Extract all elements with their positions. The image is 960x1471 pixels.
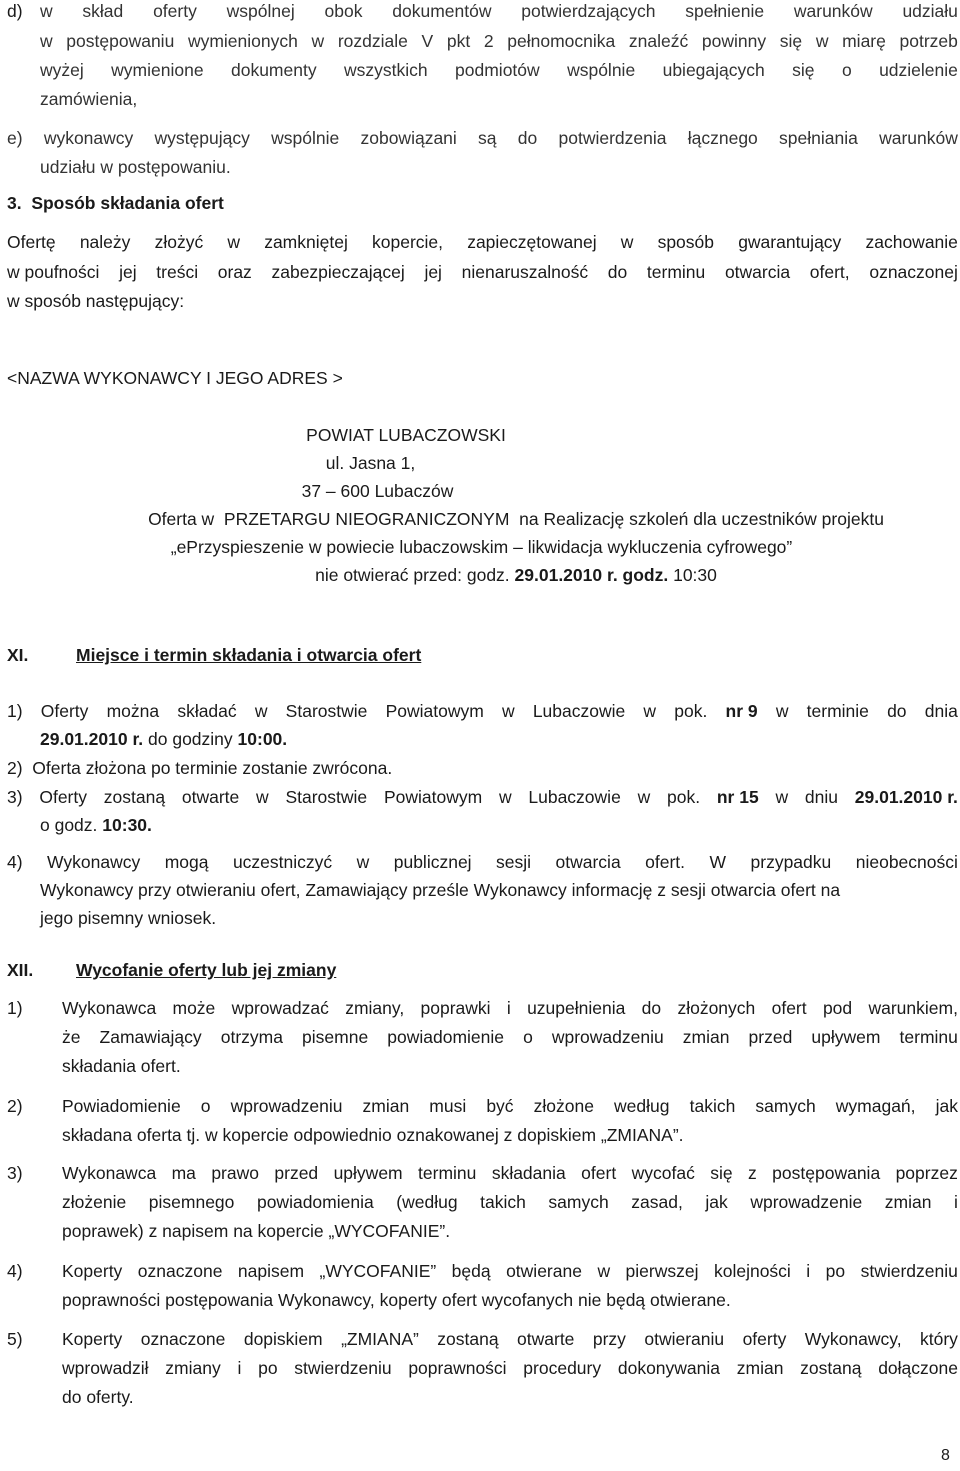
word: wprowadzenie xyxy=(750,1192,863,1212)
word: w xyxy=(254,701,268,721)
word: i xyxy=(237,1358,242,1378)
item-d-line-2 xyxy=(40,33,958,51)
word: otwarcia xyxy=(724,262,791,282)
word: skład xyxy=(82,1,124,21)
word: powinny xyxy=(701,31,767,51)
word: kopercie, xyxy=(372,232,444,252)
word: warunków xyxy=(879,128,958,148)
word: zmian xyxy=(884,1192,932,1212)
word: jej xyxy=(119,262,137,282)
word: w xyxy=(356,852,370,872)
word: oznaczonej xyxy=(869,262,958,282)
envelope-city: 37 – 600 Lubaczów xyxy=(301,481,454,501)
word: „ZMIANA” xyxy=(341,1329,419,1349)
word: e) xyxy=(7,128,23,148)
word: kolejności xyxy=(713,1261,791,1281)
word: dokonywania xyxy=(617,1358,721,1378)
section-xi-item-3-line-1 xyxy=(7,789,958,807)
word: poprawki xyxy=(420,998,491,1018)
word: w xyxy=(311,31,325,51)
word: wykonawcy xyxy=(43,128,134,148)
section-xii-item-1-line-2 xyxy=(62,1029,958,1047)
word: ofert xyxy=(581,1163,617,1183)
section-xii-item-2-number: 2) xyxy=(7,1096,23,1116)
word: W xyxy=(709,852,727,872)
word: postępowaniu xyxy=(66,31,175,51)
word: pełnomocnika xyxy=(507,31,616,51)
word: ofert, xyxy=(809,262,850,282)
section-xii-item-3-number: 3) xyxy=(7,1163,23,1183)
section-xi-item-4-line-3: jego pisemny wniosek. xyxy=(40,908,217,928)
word: w xyxy=(40,31,53,51)
section-xi-title: Miejsce i termin składania i otwarcia ofert xyxy=(76,645,422,665)
word: zostaną xyxy=(103,787,166,807)
word: poprawności xyxy=(408,1358,507,1378)
word: „WYCOFANIE” xyxy=(319,1261,437,1281)
word: napisem xyxy=(237,1261,305,1281)
word: stwierdzeniu xyxy=(860,1261,958,1281)
word: w poufności xyxy=(7,262,100,282)
word: Wykonawcy, xyxy=(804,1329,902,1349)
section-xi-number: XI. xyxy=(7,645,29,665)
word: miarę xyxy=(842,31,886,51)
word: zobowiązani xyxy=(360,128,457,148)
word: w xyxy=(775,787,789,807)
word: wymienione xyxy=(111,60,204,80)
word: otwarte xyxy=(517,1329,575,1349)
word: w xyxy=(815,31,829,51)
word: powiadomienie xyxy=(387,1027,504,1047)
item-3-pre: o godz. xyxy=(40,815,103,835)
word: Starostwie xyxy=(285,787,368,807)
word: zapieczętowanej xyxy=(467,232,597,252)
envelope-do-not-open xyxy=(0,567,960,585)
word: zachowanie xyxy=(865,232,958,252)
word: 29.01.2010 r. xyxy=(854,787,958,807)
word: wprowadzeniu xyxy=(551,1027,664,1047)
word: wycofać xyxy=(631,1163,695,1183)
word: uczestniczyć xyxy=(232,852,333,872)
word: wspólnie xyxy=(271,128,340,148)
word: w xyxy=(498,787,512,807)
word: takich xyxy=(689,1096,736,1116)
word: udzielenie xyxy=(879,60,958,80)
word: warunków xyxy=(793,1,873,21)
section-3-heading: 3. Sposób składania ofert xyxy=(7,193,224,213)
envelope-offer-line: Oferta w PRZETARGU NIEOGRANICZONYM na Realizację szkoleń dla uczestników projektu xyxy=(148,509,884,529)
section-xii-item-3-line-3: poprawek) z napisem na kopercie „WYCOFANIE”. xyxy=(62,1221,451,1241)
word: w xyxy=(597,1261,611,1281)
word: dokumenty xyxy=(230,60,317,80)
word: oraz xyxy=(217,262,252,282)
envelope-sender: <NAZWA WYKONAWCY I JEGO ADRES > xyxy=(7,368,343,388)
word: oferty xyxy=(742,1329,787,1349)
word: zmian xyxy=(736,1358,784,1378)
word: się xyxy=(710,1163,733,1183)
word: postępowania xyxy=(772,1163,881,1183)
word: według xyxy=(614,1096,670,1116)
word: przed xyxy=(274,1163,319,1183)
word: Starostwie xyxy=(285,701,368,721)
word: do xyxy=(887,701,907,721)
word: zmian xyxy=(682,1027,730,1047)
word: ofert xyxy=(771,998,807,1018)
word: sposób xyxy=(657,232,715,252)
word: V xyxy=(421,31,434,51)
word: wspólnej xyxy=(226,1,295,21)
section-xii-item-2-line-2: składana oferta tj. w kopercie odpowiednio oznakowanej z dopiskiem „ZMIANA”. xyxy=(62,1125,684,1145)
word: Powiadomienie xyxy=(62,1096,181,1116)
item-e-line-1 xyxy=(7,130,958,148)
word: złożyć xyxy=(154,232,204,252)
word: stwierdzeniu xyxy=(294,1358,392,1378)
section-xii-item-1-number: 1) xyxy=(7,998,23,1018)
word: oferty xyxy=(153,1,197,21)
word: który xyxy=(920,1329,958,1349)
word: otwarcia xyxy=(555,852,621,872)
section-xii-item-5-line-1 xyxy=(62,1331,958,1349)
word: z xyxy=(748,1163,757,1183)
item-d-marker: d) xyxy=(7,1,23,21)
word: wszystkich xyxy=(344,60,428,80)
word: Oferty xyxy=(40,701,89,721)
word: powiadomienia xyxy=(256,1192,374,1212)
word: otwierane xyxy=(506,1261,582,1281)
word: musi xyxy=(429,1096,467,1116)
word: w xyxy=(40,1,53,21)
word: można xyxy=(106,701,160,721)
section-xii-number: XII. xyxy=(7,960,34,980)
word: Koperty xyxy=(62,1329,123,1349)
word: terminu xyxy=(646,262,706,282)
word: wymagań, xyxy=(835,1096,916,1116)
word: wymienionych xyxy=(187,31,298,51)
word: dokumentów xyxy=(392,1,492,21)
word: w xyxy=(637,787,651,807)
section-xi-item-1-line-1 xyxy=(7,703,958,721)
word: warunkiem, xyxy=(868,998,958,1018)
do-not-open-time: 10:30 xyxy=(673,565,717,585)
word: zmian xyxy=(362,1096,410,1116)
word: otwieraniu xyxy=(644,1329,725,1349)
word: o xyxy=(200,1096,211,1116)
word: przy xyxy=(592,1329,626,1349)
word: oznaczone xyxy=(137,1261,223,1281)
section-xii-item-4-number: 4) xyxy=(7,1261,23,1281)
word: się xyxy=(792,60,815,80)
word: składania xyxy=(491,1163,566,1183)
word: takich xyxy=(480,1192,526,1212)
item-1-rest: do godziny xyxy=(143,729,238,749)
word: terminu xyxy=(418,1163,477,1183)
word: wspólnie xyxy=(567,60,636,80)
item-1-date: 29.01.2010 r. xyxy=(40,729,144,749)
word: treści xyxy=(156,262,199,282)
section-xii-item-5-line-2 xyxy=(62,1360,958,1378)
word: terminu xyxy=(899,1027,958,1047)
section-xi-item-3-line-2 xyxy=(40,817,152,835)
do-not-open-label: nie otwierać przed: godz. xyxy=(315,565,515,585)
word: Wykonawca xyxy=(62,1163,157,1183)
word: złożenie xyxy=(62,1192,127,1212)
word: pisemne xyxy=(302,1027,369,1047)
word: Lubaczowie xyxy=(532,701,626,721)
envelope-project-line: „ePrzyspieszenie w powiecie lubaczowskim – likwidacja wykluczenia cyfrowego” xyxy=(170,537,793,557)
word: pod xyxy=(822,998,853,1018)
word: ma xyxy=(171,1163,196,1183)
section-xii-item-4-line-2: poprawności postępowania Wykonawcy, koperty ofert wycofanych nie będą otwierane. xyxy=(62,1290,731,1310)
word: oznaczone xyxy=(140,1329,226,1349)
section-xii-item-3-line-1 xyxy=(62,1165,958,1183)
word: w xyxy=(256,787,269,807)
word: dopiskiem xyxy=(243,1329,323,1349)
word: otwarte xyxy=(181,787,240,807)
word: znaleźć xyxy=(628,31,689,51)
section-xii-title: Wycofanie oferty lub jej zmiany xyxy=(76,960,337,980)
do-not-open-date: 29.01.2010 r. godz. xyxy=(514,565,674,585)
word: potrzeb xyxy=(899,31,958,51)
word: dnia xyxy=(924,701,958,721)
word: rozdziale xyxy=(337,31,408,51)
word: pisemnego xyxy=(148,1192,235,1212)
word: nr 9 xyxy=(725,701,758,721)
word: po xyxy=(825,1261,846,1281)
envelope-street: ul. Jasna 1, xyxy=(325,453,416,473)
section-xi-item-4-line-2: Wykonawcy przy otwieraniu ofert, Zamawiający prześle Wykonawcy informację z sesji otwarcia ofert na xyxy=(40,880,841,900)
word: terminie xyxy=(806,701,869,721)
item-1-time: 10:00. xyxy=(237,729,288,749)
word: zmiany xyxy=(165,1358,221,1378)
word: udziału xyxy=(902,1,958,21)
word: procedury xyxy=(523,1358,602,1378)
word: jak xyxy=(935,1096,958,1116)
word: do xyxy=(517,128,538,148)
word: złożonych xyxy=(677,998,756,1018)
word: 3) xyxy=(7,787,23,807)
word: spełniania xyxy=(779,128,858,148)
word: wprowadził xyxy=(62,1358,149,1378)
word: podmiotów xyxy=(455,60,540,80)
word: występujący xyxy=(154,128,250,148)
item-d-line-1 xyxy=(40,3,958,21)
word: pok. xyxy=(667,787,701,807)
word: Zamawiający xyxy=(99,1027,202,1047)
word: dołączone xyxy=(878,1358,958,1378)
word: obok xyxy=(324,1,363,21)
word: (według xyxy=(396,1192,458,1212)
word: Oferty xyxy=(39,787,87,807)
section-3-paragraph-line-2 xyxy=(7,264,958,282)
section-xii-item-2-line-1 xyxy=(62,1098,958,1116)
word: uzupełnienia xyxy=(527,998,626,1018)
word: publicznej xyxy=(393,852,472,872)
word: w xyxy=(620,232,634,252)
word: Lubaczowie xyxy=(528,787,621,807)
word: upływem xyxy=(811,1027,881,1047)
word: Powiatowym xyxy=(385,701,484,721)
word: i xyxy=(506,998,511,1018)
word: Wykonawcy xyxy=(47,852,141,872)
word: w xyxy=(775,701,789,721)
item-d-line-3 xyxy=(40,62,958,80)
section-xii-item-1-line-3: składania ofert. xyxy=(62,1056,181,1076)
word: gwarantujący xyxy=(738,232,842,252)
word: należy xyxy=(79,232,131,252)
word: wprowadzeniu xyxy=(230,1096,343,1116)
word: nienaruszalność xyxy=(461,262,589,282)
section-xii-item-4-line-1 xyxy=(62,1263,958,1281)
word: wprowadzać xyxy=(231,998,329,1018)
word: jej xyxy=(424,262,442,282)
word: 1) xyxy=(7,701,23,721)
word: wyżej xyxy=(40,60,84,80)
word: Koperty xyxy=(62,1261,123,1281)
word: po xyxy=(258,1358,278,1378)
word: składać xyxy=(177,701,237,721)
item-3-time: 10:30. xyxy=(102,815,152,835)
word: nieobecności xyxy=(855,852,958,872)
word: zmiany, xyxy=(345,998,405,1018)
word: potwierdzenia xyxy=(558,128,667,148)
word: złożone xyxy=(533,1096,594,1116)
word: samych xyxy=(548,1192,609,1212)
word: Ofertę xyxy=(7,232,56,252)
word: 4) xyxy=(7,852,23,872)
word: upływem xyxy=(333,1163,403,1183)
word: dniu xyxy=(804,787,838,807)
word: może xyxy=(172,998,216,1018)
section-xi-item-4-line-1 xyxy=(7,854,958,872)
word: mogą xyxy=(164,852,209,872)
word: w xyxy=(643,701,657,721)
word: w xyxy=(227,232,241,252)
page-number: 8 xyxy=(941,1447,950,1464)
word: zamkniętej xyxy=(264,232,348,252)
word: przypadku xyxy=(750,852,832,872)
word: i xyxy=(806,1261,811,1281)
word: prawo xyxy=(211,1163,259,1183)
section-3-paragraph-line-1 xyxy=(7,234,958,252)
word: zasad, xyxy=(631,1192,683,1212)
word: że xyxy=(62,1027,81,1047)
word: otrzyma xyxy=(220,1027,283,1047)
word: być xyxy=(486,1096,514,1116)
section-xii-item-5-number: 5) xyxy=(7,1329,23,1349)
word: przed xyxy=(748,1027,793,1047)
word: zostaną xyxy=(800,1358,862,1378)
word: spełnienie xyxy=(685,1,765,21)
word: pierwszej xyxy=(625,1261,699,1281)
envelope-recipient: POWIAT LUBACZOWSKI xyxy=(306,425,506,445)
section-3-paragraph-line-3: w sposób następujący: xyxy=(7,291,185,311)
section-xii-item-1-line-1 xyxy=(62,1000,958,1018)
word: 2 xyxy=(483,31,494,51)
word: Powiatowym xyxy=(383,787,483,807)
section-xii-item-5-line-3: do oferty. xyxy=(62,1387,134,1407)
word: jak xyxy=(705,1192,728,1212)
word: łącznego xyxy=(687,128,758,148)
section-xii-item-3-line-2 xyxy=(62,1194,958,1212)
word: o xyxy=(841,60,852,80)
word: Wykonawca xyxy=(62,998,157,1018)
word: będą xyxy=(451,1261,491,1281)
word: się xyxy=(779,31,803,51)
section-xi-item-2: 2) Oferta złożona po terminie zostanie zwrócona. xyxy=(7,758,393,778)
item-d-line-4: zamówienia, xyxy=(40,89,138,109)
word: o xyxy=(523,1027,533,1047)
word: ofert. xyxy=(645,852,686,872)
word: są xyxy=(478,128,497,148)
section-xi-item-1-line-2 xyxy=(40,731,287,749)
word: i xyxy=(954,1192,958,1212)
word: nr 15 xyxy=(716,787,759,807)
item-e-line-2: udziału w postępowaniu. xyxy=(40,157,231,177)
word: w xyxy=(501,701,515,721)
word: zostaną xyxy=(437,1329,499,1349)
word: pkt xyxy=(446,31,471,51)
word: do xyxy=(641,998,662,1018)
word: zabezpieczającej xyxy=(271,262,405,282)
word: ubiegających xyxy=(662,60,765,80)
word: poprzez xyxy=(895,1163,958,1183)
word: do xyxy=(607,262,628,282)
word: sesji xyxy=(496,852,532,872)
word: potwierdzających xyxy=(521,1,656,21)
word: samych xyxy=(755,1096,816,1116)
word: pok. xyxy=(674,701,708,721)
